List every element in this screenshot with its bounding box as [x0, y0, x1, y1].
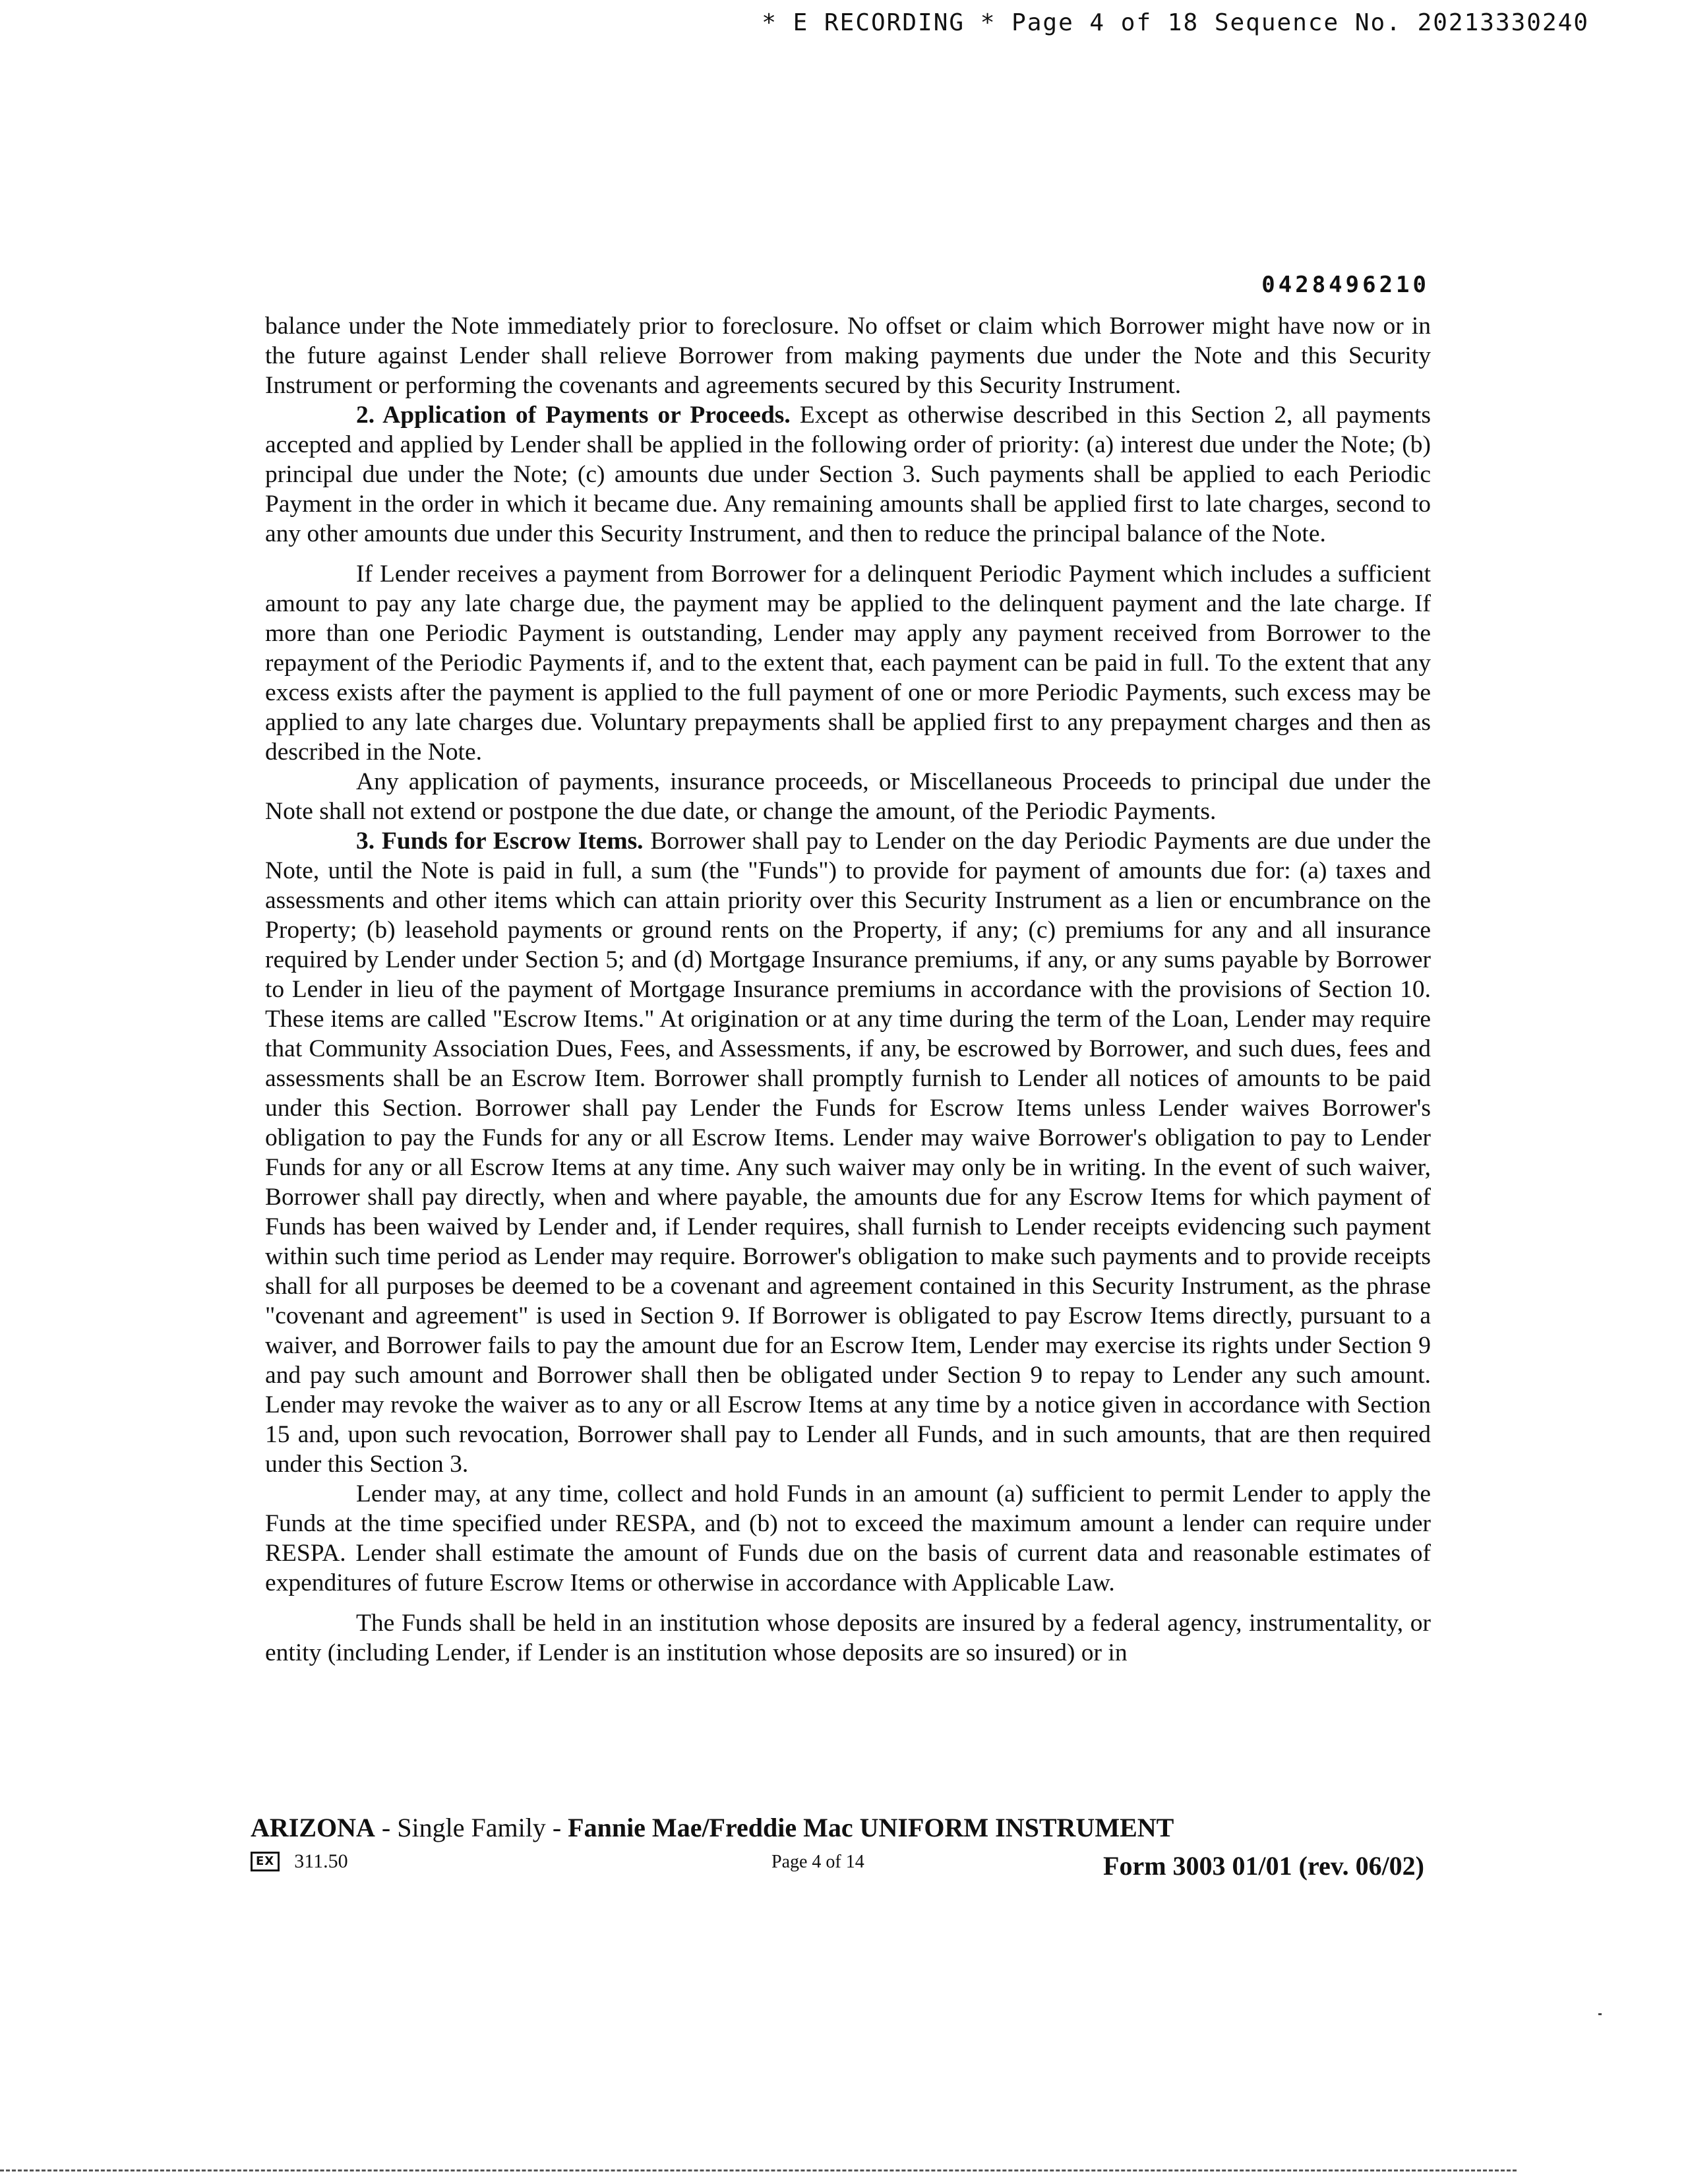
paragraph-text: The Funds shall be held in an institution whose deposits are insured by a federal agency, instrumentality, or entity (including Lender, if Lender is an institution whose deposits are so insured) or in: [265, 1610, 1431, 1666]
paragraph-text: Borrower shall pay to Lender on the day Periodic Payments are due under the Note, until the Note is paid in full, a sum (the "Funds") to provide for payment of amounts due for: (a) taxes and assessments and other items which can attain priority over this Security Instrument as a lien or encumbrance on the Property; (b) leasehold payments or ground rents on the Property, if any; (c) premiums for any and all insurance required by Lender under Section 5; and (d) Mortgage Insurance premiums, if any, or any sums payable by Borrower to Lender in lieu of the payment of Mortgage Insurance premiums in accordance with the provisions of Section 10. These items are called "Escrow Items." At origination or at any time during the term of the Loan, Lender may require that Community Association Dues, Fees, and Assessments, if any, be escrowed by Borrower, and such dues, fees and assessments shall be an Escrow Item. Borrower shall promptly furnish to Lender all notices of amounts to be paid under this Section. Borrower shall pay Lender the Funds for Escrow Items unless Lender waives Borrower's obligation to pay the Funds for any or all Escrow Items. Lender may waive Borrower's obligation to pay to Lender Funds for any or all Escrow Items at any time. Any such waiver may only be in writing. In the event of such waiver, Borrower shall pay directly, when and where payable, the amounts due for any Escrow Items for which payment of Funds has been waived by Lender and, if Lender requires, shall furnish to Lender receipts evidencing such payment within such time period as Lender may require. Borrower's obligation to make such payments and to provide receipts shall for all purposes be deemed to be a covenant and agreement contained in this Security Instrument, as the phrase "covenant and agreement" is used in Section 9. If Borrower is obligated to pay Escrow Items directly, pursuant to a waiver, and Borrower fails to pay the amount due for an Escrow Item, Lender may exercise its rights under Section 9 and pay such amount and Borrower shall then be obligated under Section 9 to repay to Lender any such amount. Lender may revoke the waiver as to any or all Escrow Items at any time by a notice given in accordance with Section 15 and, upon such revocation, Borrower shall pay to Lender all Funds, and in such amounts, that are then required under this Section 3.: [265, 828, 1431, 1478]
paragraph-section-3: [265, 826, 1431, 1479]
paragraph-text: Except as otherwise described in this Section 2, all payments accepted and applied by Lender shall be applied in the following order of priority: (a) interest due under the Note; (b) principal due under the Note; (c) amounts due under Section 3. Such payments shall be applied to each Periodic Payment in the order in which it became due. Any remaining amounts shall be applied first to late charges, second to any other amounts due under this Security Instrument, and then to reduce the principal balance of the Note.: [265, 402, 1432, 547]
paragraph-text: balance under the Note immediately prior to foreclosure. No offset or claim which Borrower might have now or in the future against Lender shall relieve Borrower from making payments due under the Note and this Security Instrument or performing the covenants and agreements secured by this Security Instrument.: [265, 313, 1431, 399]
paragraph-section-2: [265, 400, 1431, 549]
footer-separator: -: [545, 1813, 568, 1842]
form-number: Form 3003 01/01 (rev. 06/02): [1103, 1851, 1424, 1881]
paragraph-respa: [265, 1479, 1431, 1598]
publisher-logo-icon: EX: [251, 1852, 280, 1871]
document-body: [265, 311, 1431, 1668]
section-3-title: 3. Funds for Escrow Items.: [356, 828, 644, 855]
recording-header: * E RECORDING * Page 4 of 18 Sequence No. 20213330240: [762, 9, 1589, 36]
page-footer: [251, 1812, 1424, 1879]
form-code-number: 311.50: [294, 1850, 348, 1872]
paragraph-application: [265, 767, 1431, 826]
loan-number: 0428496210: [1261, 272, 1430, 298]
footer-state: ARIZONA: [251, 1813, 375, 1842]
paragraph-text: Lender may, at any time, collect and hold Funds in an amount (a) sufficient to permit Lender to apply the Funds at the time specified under RESPA, and (b) not to exceed the maximum amount a lender can require under RESPA. Lender shall estimate the amount of Funds due on the basis of current data and reasonable estimates of expenditures of future Escrow Items or otherwise in accordance with Applicable Law.: [265, 1480, 1431, 1596]
paragraph-funds-held: [265, 1608, 1431, 1668]
footer-separator: -: [375, 1813, 398, 1842]
paragraph-continuation: [265, 311, 1431, 400]
paragraph-delinquent-payment: [265, 559, 1431, 767]
footer-instrument-line: [251, 1812, 1424, 1844]
paragraph-text: If Lender receives a payment from Borrower for a delinquent Periodic Payment which includes a sufficient amount to pay any late charge due, the payment may be applied to the delinquent payment and the late charge. If more than one Periodic Payment is outstanding, Lender may apply any payment received from Borrower to the repayment of the Periodic Payments if, and to the extent that, each payment can be paid in full. To the extent that any excess exists after the payment is applied to the full payment of one or more Periodic Payments, such excess may be applied to any late charges due. Voluntary prepayments shall be applied first to any prepayment charges and then as described in the Note.: [265, 561, 1431, 766]
footer-property-type: Single Family: [397, 1813, 546, 1842]
footer-form-line: [251, 1846, 1424, 1879]
paragraph-text: Any application of payments, insurance proceeds, or Miscellaneous Proceeds to principal due under the Note shall not extend or postpone the due date, or change the amount, of the Periodic Payments.: [265, 768, 1431, 825]
section-2-title: 2. Application of Payments or Proceeds.: [356, 402, 791, 429]
footer-instrument: Fannie Mae/Freddie Mac UNIFORM INSTRUMENT: [568, 1813, 1174, 1842]
page-number: Page 4 of 14: [771, 1852, 864, 1872]
scan-speck: [1598, 2013, 1602, 2015]
form-code: [251, 1850, 348, 1873]
scan-bottom-rule: [0, 2169, 1517, 2171]
